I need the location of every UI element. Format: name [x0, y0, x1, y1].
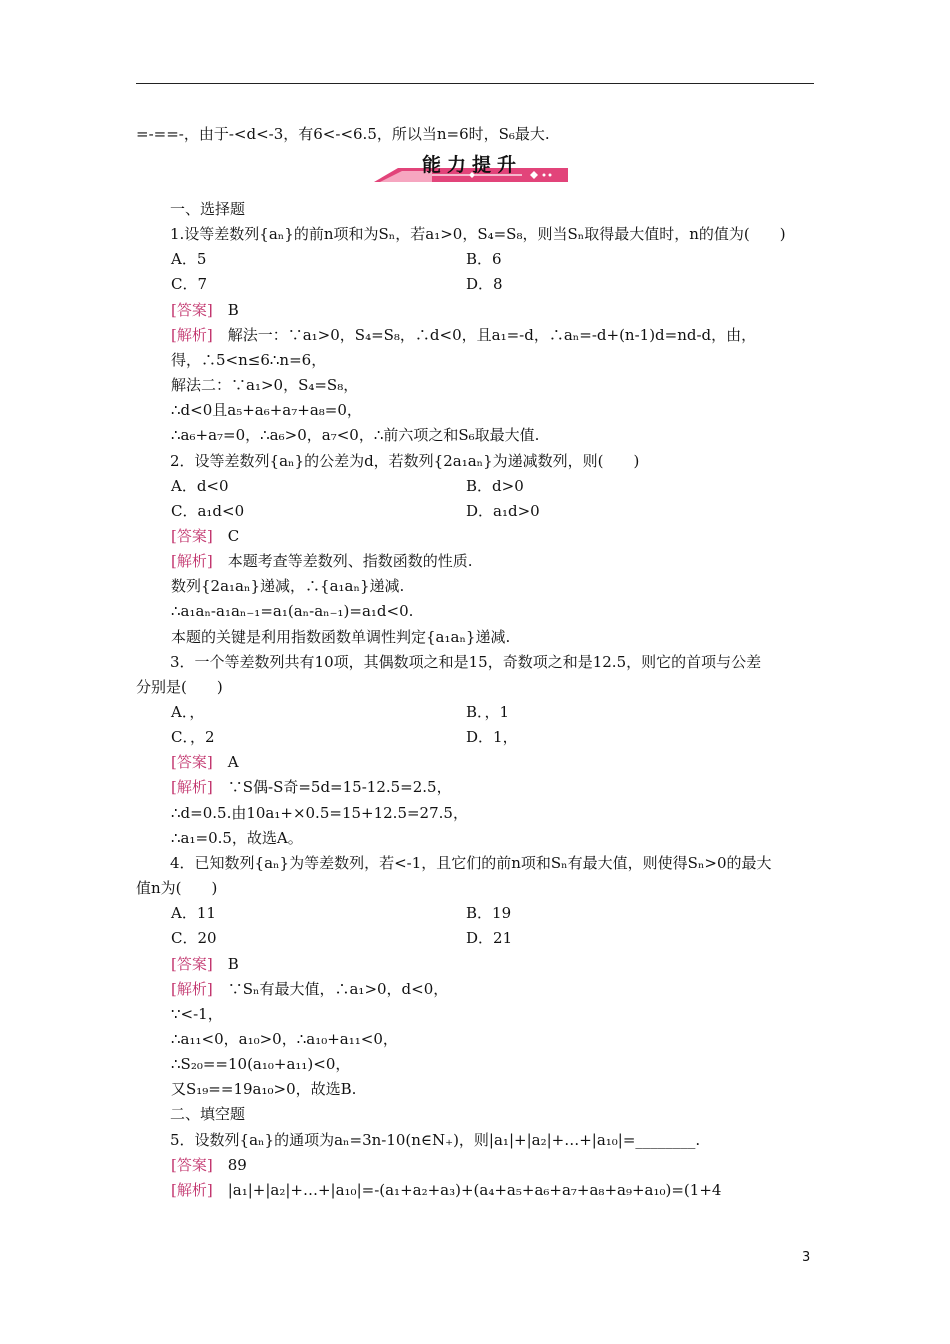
line-text: 1.设等差数列{aₙ}的前n项和为Sₙ，若a₁>0，S₄=S₈，则当Sₙ取得最大值时，n的值为( ) [170, 225, 786, 244]
option-a: C．，2 [171, 728, 215, 747]
line-text: 二、填空题 [170, 1105, 246, 1124]
line-text: 4．已知数列{aₙ}为等差数列，若<-1，且它们的前n项和Sₙ有最大值，则使得Sₙ>0的最大 [170, 853, 772, 872]
text-line [171, 979, 448, 999]
line-text: 一、选择题 [170, 200, 246, 218]
text-line [171, 1079, 356, 1099]
text-line [171, 828, 303, 848]
option-row [171, 903, 512, 923]
text-line [171, 425, 539, 445]
text-line [171, 777, 452, 797]
text-line [171, 1054, 350, 1074]
line-text: 分别是( ) [136, 677, 223, 696]
answer-tag: [答案] [171, 300, 213, 319]
answer-tag: [答案] [171, 1155, 213, 1174]
text-line [171, 526, 239, 546]
text-line [171, 752, 239, 772]
line-text: 得，∴5<n≤6∴n=6， [171, 350, 327, 369]
line-text: 本题的关键是利用指数函数单调性判定{a₁aₙ}递减. [171, 627, 511, 646]
text-line [136, 878, 217, 898]
text-line [171, 375, 358, 395]
section-banner [372, 150, 572, 186]
line-text: A [212, 753, 239, 772]
page-number: 3 [802, 1250, 811, 1265]
line-text: ∴d<0且a₅+a₆+a₇+a₈=0， [171, 401, 362, 420]
line-text: 解法二：∵a₁>0，S₄=S₈， [171, 376, 359, 394]
answer-tag: [解析] [171, 1180, 213, 1199]
text-line [170, 1104, 245, 1124]
line-text: ∴a₁aₙ-a₁aₙ₋₁=a₁(aₙ-aₙ₋₁)=a₁d<0. [171, 602, 414, 621]
line-text: ∴S₂₀==10(a₁₀+a₁₁)<0， [171, 1055, 351, 1074]
line-text: 89 [212, 1155, 247, 1174]
line-text: ∵S偶-S奇=5d=15-12.5=2.5， [212, 778, 452, 797]
line-text: 数列{2a₁aₙ}递减，∴{a₁aₙ}递减. [171, 577, 405, 596]
text-line [171, 1180, 721, 1200]
text-line [171, 627, 510, 647]
text-line [170, 224, 786, 244]
line-text: 解法一：∵a₁>0，S₄=S₈，∴d<0，且a₁=-d，∴aₙ=-d+(n-1)d=nd-d，由， [212, 325, 757, 344]
intro-line: =-==-，由于-<d<-3，有6<-<6.5，所以当n=6时，S₆最大. [136, 125, 550, 143]
line-text: ∴a₆+a₇=0，∴a₆>0，a₇<0，∴前六项之和S₆取最大值. [171, 426, 540, 445]
line-text: |a₁|+|a₂|+…+|a₁₀|=-(a₁+a₂+a₃)+(a₄+a₅+a₆+a₇+a₈+a₉+a₁₀)=(1+4 [212, 1180, 722, 1199]
option-a: A．11 [171, 904, 216, 923]
text-line [171, 954, 239, 974]
text-line [171, 350, 326, 370]
line-text: 本题考查等差数列、指数函数的性质. [212, 552, 473, 571]
answer-tag: [解析] [171, 552, 213, 571]
option-row [171, 501, 540, 521]
section-title: 能力提升 [421, 154, 522, 176]
text-line [170, 853, 772, 873]
text-line [170, 199, 245, 219]
text-line [171, 803, 468, 823]
option-a: A．5 [171, 250, 207, 269]
line-text: B [212, 954, 239, 973]
line-text: ∴d=0.5.由10a₁+×0.5=15+12.5=27.5， [171, 803, 468, 822]
text-line [171, 400, 362, 420]
option-row [171, 249, 502, 269]
text-line [170, 652, 761, 672]
option-b: D．a₁d>0 [466, 501, 540, 520]
option-b: D．1， [466, 728, 518, 747]
line-text: 3．一个等差数列共有10项，其偶数项之和是15，奇数项之和是12.5，则它的首项与公差 [170, 652, 762, 671]
option-a: C．20 [171, 929, 217, 948]
option-a: A．d<0 [171, 476, 229, 495]
line-text: ∵<-1， [171, 1004, 223, 1023]
answer-tag: [答案] [171, 527, 213, 545]
option-b: D．21 [466, 929, 513, 948]
text-line [171, 576, 404, 596]
text-line [171, 601, 413, 621]
line-text: ∴a₁₁<0，a₁₀>0，∴a₁₀+a₁₁<0， [171, 1029, 398, 1048]
answer-tag: [解析] [171, 979, 213, 998]
line-text: ∴a₁=0.5，故选A。 [171, 828, 303, 847]
text-line [136, 677, 223, 697]
text-line [171, 551, 473, 571]
option-b: B．19 [466, 904, 512, 923]
line-text: 值n为( ) [136, 879, 218, 897]
option-b: B．，1 [466, 703, 510, 721]
option-a: C．a₁d<0 [171, 501, 245, 520]
line-text: 2．设等差数列{aₙ}的公差为d，若数列{2a₁aₙ}为递减数列，则( ) [170, 451, 640, 470]
option-b: B．6 [466, 250, 502, 269]
line-text: 又S₁₉==19a₁₀>0，故选B. [171, 1080, 357, 1099]
answer-tag: [解析] [171, 778, 213, 797]
answer-tag: [答案] [171, 753, 213, 772]
text-line [171, 1029, 398, 1049]
answer-tag: [解析] [171, 325, 213, 344]
option-b: D．8 [466, 275, 503, 294]
answer-tag: [答案] [171, 954, 213, 973]
line-text: C [212, 527, 240, 545]
text-line [171, 1004, 223, 1024]
text-line [170, 1130, 700, 1150]
option-a: C．7 [171, 275, 208, 294]
text-line [171, 325, 756, 345]
line-text: ∵Sₙ有最大值，∴a₁>0，d<0， [212, 979, 449, 998]
option-row [171, 274, 503, 294]
text-line [171, 1155, 247, 1175]
option-b: B．d>0 [466, 476, 524, 495]
line-text: B [212, 300, 239, 319]
line-text: 5．设数列{aₙ}的通项为aₙ=3n-10(n∈N₊)，则|a₁|+|a₂|+…+|a₁₀|=________. [170, 1130, 701, 1149]
option-row [171, 476, 524, 496]
option-row [171, 928, 513, 948]
text-line [171, 300, 239, 320]
text-line [170, 451, 639, 471]
header-rule [136, 83, 814, 84]
option-row [171, 727, 518, 747]
option-row [171, 702, 510, 722]
option-a: A．， [171, 703, 205, 721]
